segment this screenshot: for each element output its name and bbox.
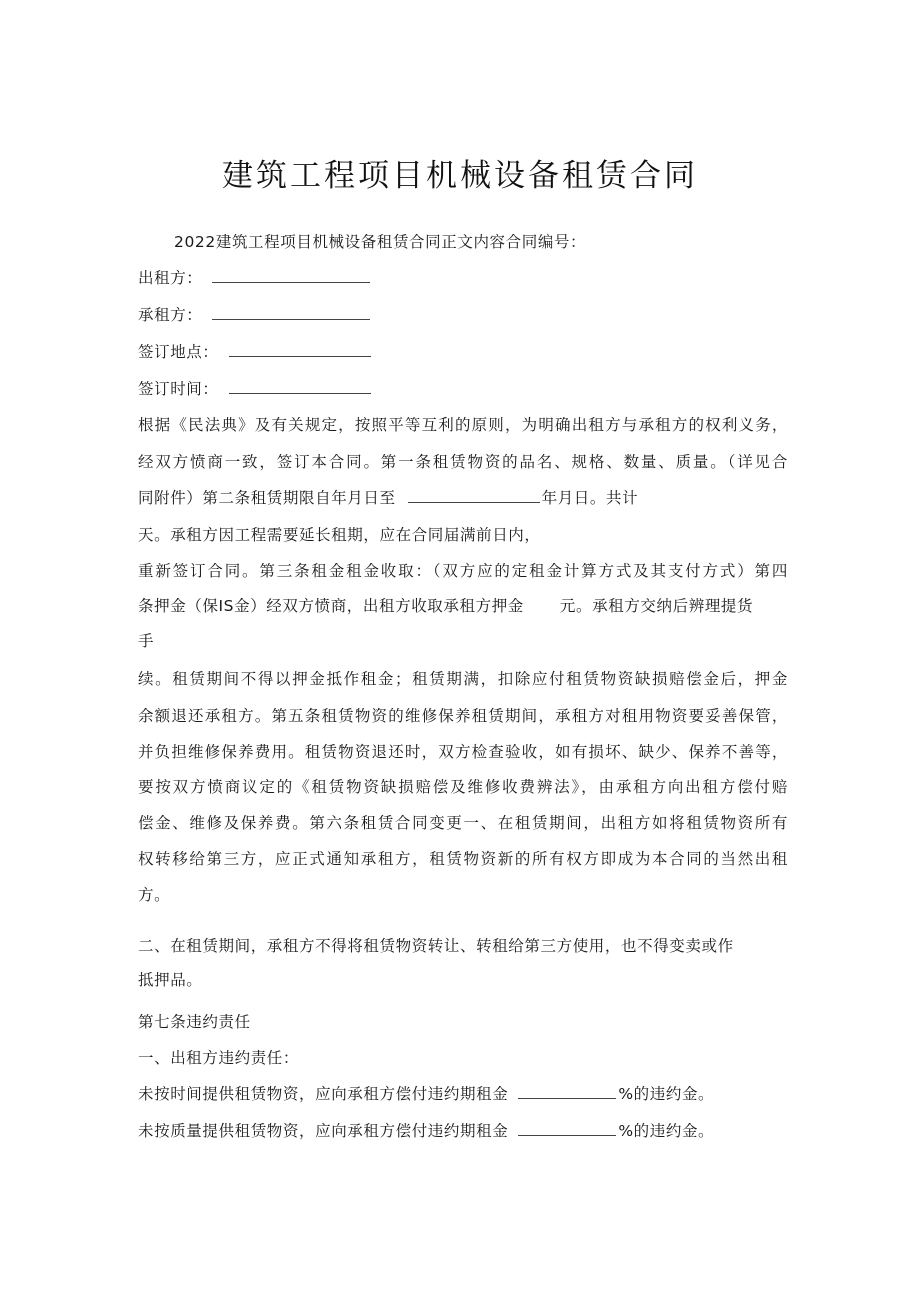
lessor-field	[138, 268, 788, 288]
lease-period-start-text: 同附件）第二条租赁期限自年月日至	[138, 489, 396, 507]
section2-line-2: 抵押品。	[138, 971, 203, 989]
intro-line: 2022建筑工程项目机械设备租赁合同正文内容合同编号：	[174, 233, 587, 251]
body-line-8: 续。租赁期间不得以押金抵作租金；租赁期满，扣除应付租赁物资缺损赔偿金后，押金	[138, 670, 788, 688]
time-blank	[229, 379, 371, 394]
lease-period-end-text: 年月日。共计	[541, 489, 639, 507]
lessee-blank	[212, 305, 370, 320]
body-line-13: 权转移给第三方，应正式通知承租方，租赁物资新的所有权方即成为本合同的当然出租	[138, 850, 788, 868]
place-field	[138, 342, 788, 362]
penalty-clause-2-text: 未按质量提供租赁物资，应向承租方偿付违约期租金	[138, 1122, 509, 1140]
body-line-1: 根据《民法典》及有关规定，按照平等互利的原则，为明确出租方与承租方的权利义务，	[138, 416, 788, 434]
penalty-clause-2	[138, 1121, 788, 1141]
deposit-end-text: 元。承租方交纳后辨理提货	[559, 597, 754, 615]
penalty-clause-2-suffix: %的违约金。	[618, 1122, 715, 1140]
penalty-rate-blank-2	[518, 1121, 616, 1136]
body-line-2: 经双方愤商一致，签订本合同。第一条租赁物资的品名、规格、数量、质量。（详见合	[138, 453, 788, 471]
lessor-blank	[212, 268, 370, 283]
document-title: 建筑工程项目机械设备租赁合同	[222, 158, 698, 194]
body-line-3	[138, 488, 788, 508]
penalty-clause-1-text: 未按时间提供租赁物资，应向承租方偿付违约期租金	[138, 1085, 509, 1103]
lessee-label: 承租方：	[138, 306, 203, 324]
body-line-7: 手	[138, 632, 155, 650]
lessee-field	[138, 305, 788, 325]
body-line-9: 余额退还承租方。第五条租赁物资的维修保养租赁期间，承租方对租用物资要妥善保管，	[138, 707, 788, 725]
deposit-text: 条押金（保IS金）经双方愤商，出租方收取承租方押金	[138, 597, 524, 615]
article7-subheading: 一、出租方违约责任：	[138, 1049, 300, 1067]
time-label: 签订时间：	[138, 380, 219, 398]
body-line-14: 方。	[138, 886, 171, 904]
place-blank	[229, 342, 371, 357]
penalty-clause-1-suffix: %的违约金。	[618, 1085, 715, 1103]
body-line-4: 天。承租方因工程需要延长租期，应在合同届满前日内，	[138, 526, 541, 544]
penalty-rate-blank-1	[518, 1084, 616, 1099]
section2-line-1: 二、在租赁期间，承租方不得将租赁物资转让、转租给第三方使用，也不得变卖或作	[138, 937, 734, 955]
article7-heading: 第七条违约责任	[138, 1013, 251, 1031]
lease-period-blank	[408, 488, 540, 503]
body-line-5: 重新签订合同。第三条租金租金收取：（双方应的定租金计算方式及其支付方式）第四	[138, 562, 788, 580]
place-label: 签订地点：	[138, 343, 219, 361]
body-line-11: 要按双方愤商议定的《租赁物资缺损赔偿及维修收费辨法》，由承租方向出租方偿付赔	[138, 778, 788, 796]
body-line-10: 并负担维修保养费用。租赁物资退还时，双方检查验收，如有损坏、缺少、保养不善等，	[138, 743, 788, 761]
time-field	[138, 379, 788, 399]
penalty-clause-1	[138, 1084, 788, 1104]
lessor-label: 出租方：	[138, 269, 203, 287]
body-line-12: 偿金、维修及保养费。第六条租赁合同变更一、在租赁期间，出租方如将租赁物资所有	[138, 814, 788, 832]
body-line-6	[138, 596, 788, 616]
